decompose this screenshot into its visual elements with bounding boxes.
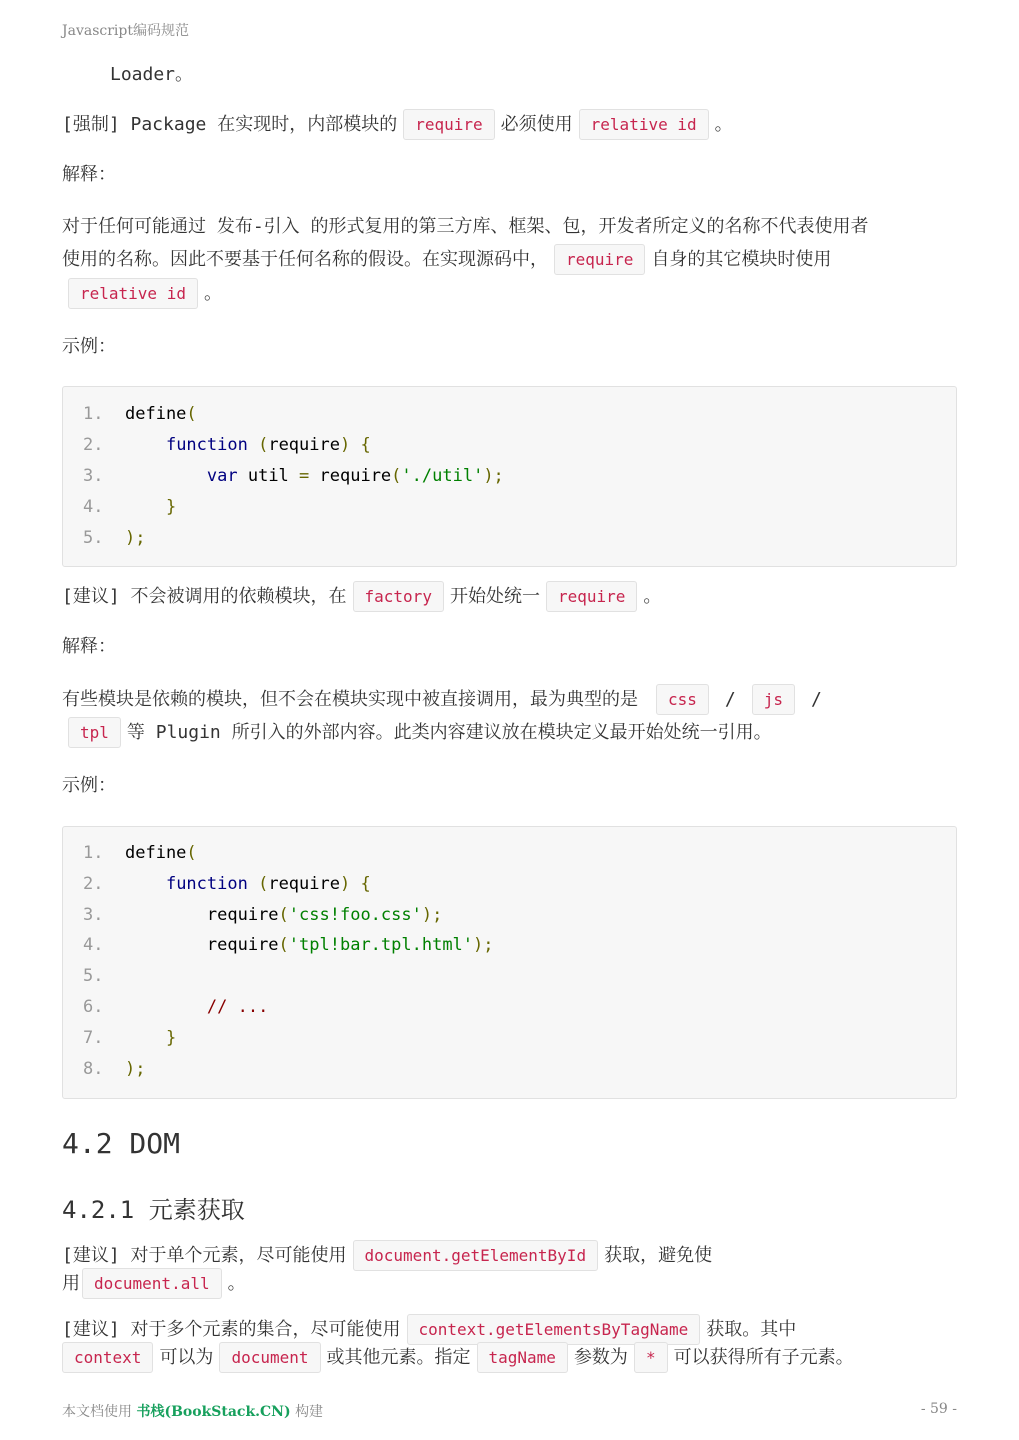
code-block-1 xyxy=(62,386,957,567)
inline-code: require xyxy=(403,109,494,140)
code-block-2 xyxy=(62,826,957,1099)
rule-get-by-id-cont xyxy=(62,1269,246,1299)
rule-text: 。 xyxy=(227,1273,246,1294)
code-line: 4. require('tpl!bar.tpl.html'); xyxy=(83,930,494,961)
inline-code: * xyxy=(634,1342,668,1373)
line-number: 1. xyxy=(83,843,104,863)
paragraph-line: 对于任何可能通过 发布-引入 的形式复用的第三方库、框架、包，开发者所定义的名称不代表使用者 xyxy=(62,216,869,237)
inline-code: tpl xyxy=(68,717,121,748)
code-line: 1. define( xyxy=(83,399,197,430)
inline-code: require xyxy=(554,244,645,275)
inline-code: document.all xyxy=(82,1268,222,1299)
rule-text: 。 xyxy=(643,586,662,607)
rule-text: 开始处统一 xyxy=(449,586,540,607)
rule-get-by-tag xyxy=(62,1315,796,1345)
code-line: 3. var util = require('./util'); xyxy=(83,461,504,492)
code-line: 4. } xyxy=(83,492,176,523)
code-line: 1. define( xyxy=(83,838,197,869)
line-number: 3. xyxy=(83,466,104,486)
inline-code: css xyxy=(656,684,709,715)
code-line: 5. ); xyxy=(83,523,145,554)
inline-code: document.getElementById xyxy=(353,1240,599,1271)
line-number: 4. xyxy=(83,497,104,517)
loader-line: Loader。 xyxy=(110,64,194,85)
inline-code: relative id xyxy=(579,109,709,140)
explain-label: 解释： xyxy=(62,164,116,185)
paragraph-line xyxy=(62,718,772,748)
explain-label: 解释： xyxy=(62,636,116,657)
document-footer: 本文档使用 书栈(BookStack.CN) 构建 xyxy=(62,1404,324,1420)
rule-get-by-tag-cont xyxy=(62,1343,854,1373)
line-number: 2. xyxy=(83,874,104,894)
rule-text: 可以为 xyxy=(159,1347,214,1368)
inline-code: context xyxy=(62,1342,153,1373)
line-number: 1. xyxy=(83,404,104,424)
rule-text: 获取，避免使 xyxy=(604,1245,713,1266)
rule-factory-require xyxy=(62,582,661,612)
paragraph-text: 自身的其它模块时使用 xyxy=(651,249,832,270)
inline-code: context.getElementsByTagName xyxy=(407,1314,701,1345)
line-number: 8. xyxy=(83,1059,104,1079)
code-line: 7. } xyxy=(83,1023,176,1054)
rule-text: 或其他元素。指定 xyxy=(326,1347,471,1368)
rule-text: 参数为 xyxy=(573,1347,628,1368)
rule-relative-id xyxy=(62,110,733,140)
inline-code: relative id xyxy=(68,278,198,309)
line-number: 3. xyxy=(83,905,104,925)
subsection-heading: 4.2.1 元素获取 xyxy=(62,1196,245,1224)
document-header: Javascript编码规范 xyxy=(62,23,189,39)
paragraph-line xyxy=(62,279,222,309)
rule-text: [建议] 不会被调用的依赖模块，在 xyxy=(62,586,347,607)
paragraph-text: 。 xyxy=(203,283,222,304)
section-heading: 4.2 DOM xyxy=(62,1127,181,1160)
inline-code: js xyxy=(752,684,795,715)
rule-text: 。 xyxy=(714,114,733,135)
code-line: 3. require('css!foo.css'); xyxy=(83,900,442,931)
inline-code: document xyxy=(219,1342,320,1373)
code-line: 2. function (require) { xyxy=(83,869,371,900)
rule-text: 可以获得所有子元素。 xyxy=(673,1347,854,1368)
line-number: 6. xyxy=(83,997,104,1017)
paragraph-text: 等 Plugin 所引入的外部内容。此类内容建议放在模块定义最开始处统一引用。 xyxy=(126,722,772,743)
example-label: 示例： xyxy=(62,775,116,796)
page-number: - 59 - xyxy=(920,1401,957,1417)
rule-text: [建议] 对于多个元素的集合，尽可能使用 xyxy=(62,1319,401,1340)
inline-code: tagName xyxy=(477,1342,568,1373)
inline-code: require xyxy=(546,581,637,612)
line-number: 7. xyxy=(83,1028,104,1048)
code-line: 8. ); xyxy=(83,1054,145,1085)
rule-get-by-id xyxy=(62,1241,712,1271)
paragraph-text: 有些模块是依赖的模块，但不会在模块实现中被直接调用，最为典型的是 xyxy=(62,689,638,710)
code-line: 2. function (require) { xyxy=(83,430,371,461)
line-number: 2. xyxy=(83,435,104,455)
rule-text: 用 xyxy=(62,1273,80,1294)
rule-text: [建议] 对于单个元素，尽可能使用 xyxy=(62,1245,347,1266)
code-line xyxy=(83,961,125,992)
inline-code: factory xyxy=(353,581,444,612)
rule-text: 必须使用 xyxy=(500,114,573,135)
bookstack-link[interactable]: 书栈(BookStack.CN) xyxy=(136,1404,291,1420)
rule-text: 获取。其中 xyxy=(706,1319,797,1340)
code-line: 6. // ... xyxy=(83,992,268,1023)
paragraph-line xyxy=(62,245,831,275)
line-number: 5. xyxy=(83,966,104,986)
example-label: 示例： xyxy=(62,336,116,357)
paragraph-text: 使用的名称。因此不要基于任何名称的假设。在实现源码中， xyxy=(62,249,548,270)
line-number: 5. xyxy=(83,528,104,548)
line-number: 4. xyxy=(83,935,104,955)
rule-text: [强制] Package 在实现时，内部模块的 xyxy=(62,114,398,135)
paragraph-line: 有些模块是依赖的模块，但不会在模块实现中被直接调用，最为典型的是 css / js / xyxy=(62,685,832,715)
